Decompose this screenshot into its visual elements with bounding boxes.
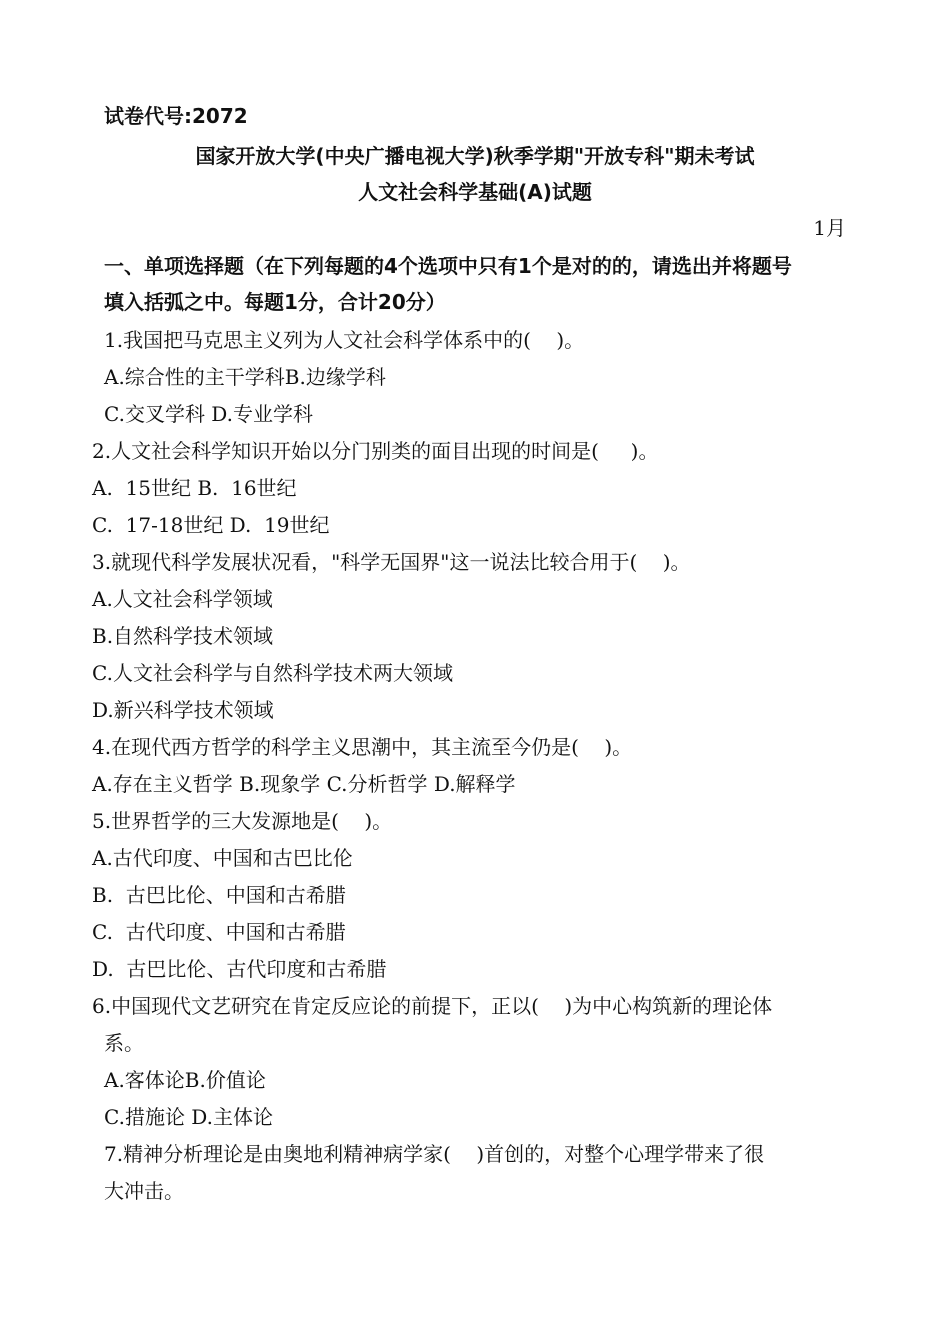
question-1-stem: 1.我国把马克思主义列为人文社会科学体系中的( )。 [104, 328, 585, 352]
question-6-option-line: C.措施论 D.主体论 [104, 1105, 273, 1129]
question-5-option-line: D. 古巴比伦、古代印度和古希腊 [92, 957, 387, 981]
exam-date: 1月 [813, 216, 846, 240]
question-4-stem: 4.在现代西方哲学的科学主义思潮中，其主流至今仍是( )。 [92, 735, 633, 759]
question-3-option-line: B.自然科学技术领域 [92, 624, 274, 648]
question-2-option-line: C. 17-18世纪 D. 19世纪 [92, 513, 330, 537]
section-heading-cont: 填入括弧之中。每题1分，合计20分） [104, 290, 446, 314]
question-5-option-line: C. 古代印度、中国和古希腊 [92, 920, 346, 944]
question-7-stem-cont: 大冲击。 [104, 1179, 184, 1203]
section-heading: 一、单项选择题（在下列每题的4个选项中只有1个是对的的，请选出并将题号 [104, 254, 792, 278]
question-7-stem: 7.精神分析理论是由奥地利精神病学家( )首创的，对整个心理学带来了很 [104, 1142, 765, 1166]
question-5-option-line: A.古代印度、中国和古巴比伦 [92, 846, 353, 870]
question-1-option-line: C.交叉学科 D.专业学科 [104, 402, 313, 426]
question-5-stem: 5.世界哲学的三大发源地是( )。 [92, 809, 393, 833]
question-6-option-line: A.客体论B.价值论 [104, 1068, 266, 1092]
exam-subtitle: 人文社会科学基础(A)试题 [358, 180, 592, 204]
question-5-option-line: B. 古巴比伦、中国和古希腊 [92, 883, 346, 907]
question-3-option-line: C.人文社会科学与自然科学技术两大领域 [92, 661, 453, 685]
question-2-option-line: A. 15世纪 B. 16世纪 [92, 476, 297, 500]
question-3-stem: 3.就现代科学发展状况看，"科学无国界"这一说法比较合用于( )。 [92, 550, 691, 574]
question-3-option-line: A.人文社会科学领域 [92, 587, 273, 611]
question-6-stem: 6.中国现代文艺研究在肯定反应论的前提下，正以( )为中心构筑新的理论体 [92, 994, 773, 1018]
exam-title: 国家开放大学(中央广播电视大学)秋季学期"开放专科"期未考试 [195, 144, 755, 168]
paper-code: 试卷代号:2072 [104, 104, 248, 128]
question-1-option-line: A.综合性的主干学科B.边缘学科 [104, 365, 386, 389]
question-3-option-line: D.新兴科学技术领域 [92, 698, 274, 722]
question-4-option-line: A.存在主义哲学 B.现象学 C.分析哲学 D.解释学 [92, 772, 516, 796]
question-2-stem: 2.人文社会科学知识开始以分门别类的面目出现的时间是( )。 [92, 439, 659, 463]
question-6-stem-cont: 系。 [104, 1031, 144, 1055]
